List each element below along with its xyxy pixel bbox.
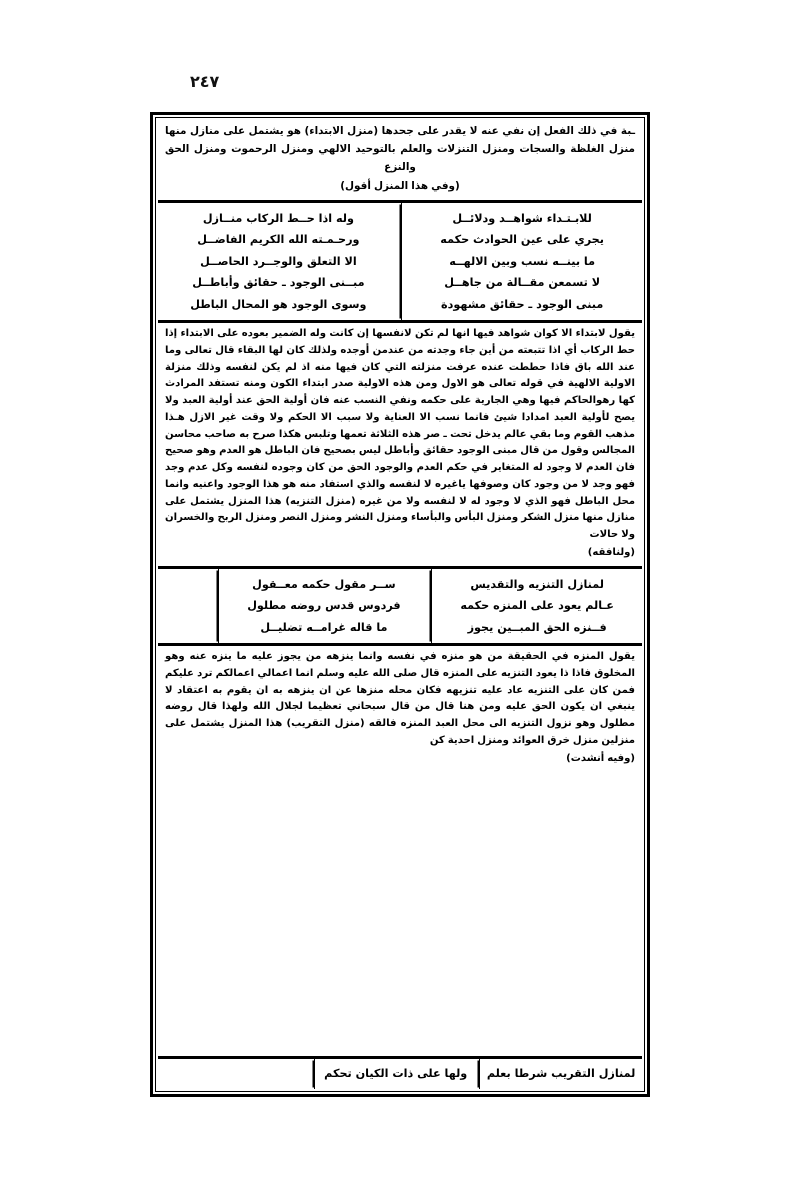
verse-table-two-left-column bbox=[218, 569, 429, 644]
prose-middle-body-two: هذا المنزل يشتمل على منازل منها منزل الشكر ومنزل البأس والبأساء ومنزل النشر ومنزل النصر ومنزل الربح والخسران ولا حالات bbox=[165, 495, 635, 541]
verse-line: ما قاله غرامــه تضليــل bbox=[260, 620, 388, 634]
prose-middle-section-marker: (منزل التنزيه) bbox=[285, 495, 356, 507]
verse-table-two bbox=[158, 568, 642, 645]
prose-bottom-body: يقول المنزه في الحقيقة من هو منزه في نفسه وانما ينزهه من يجوز عليه ما ينزه عنه وهو المخلوق فاذا ذا يعود التنزيه على المنزه قال صلى الله عليه وسلم انما اعمالي اعمالكم ترد عليكم فمن كان على التنزيه عاد عليه تنزيهه فكان محله منزها عن ان ينزهه به ان يقوم به اعتقاد لا ينبغي ان يكون الحق عليه ومن هنا قال من قال سبحاني تعظيما لجلال الله ولهذا قال روضه مطلول وهو نزول التنزيه الى محل العبد المنزه فالقه bbox=[165, 651, 635, 730]
verse-table-one bbox=[158, 202, 642, 322]
verse-table-one-left-column bbox=[158, 203, 399, 321]
prose-bottom-body-two: هذا المنزل يشتمل على منزلين منزل خرق العوائد ومنزل احدية كن bbox=[165, 718, 635, 746]
verse-line: فــنزه الحق المبــين يجوز bbox=[467, 620, 607, 634]
verse-line: لا تسمعن مقــالة من جاهــل bbox=[444, 276, 601, 290]
prose-block-top bbox=[158, 120, 642, 200]
verse-table-three bbox=[158, 1058, 642, 1090]
verse-line: لمنازل التقريب شرطا بعلم bbox=[486, 1066, 636, 1080]
verse-line: مبنى الوجود ـ حقائق مشهودة bbox=[440, 297, 604, 311]
prose-top-tail-marker: (وفي هذا المنزل أقول) bbox=[340, 179, 460, 192]
verse-line: فردوس قدس روضه مطلول bbox=[247, 599, 401, 613]
frame-inner-content bbox=[158, 120, 642, 1089]
verse-line: مبــنى الوجود ـ حقائق وأباطــل bbox=[192, 276, 365, 290]
page-text-frame bbox=[150, 112, 650, 1097]
verse-table-two-empty-cell bbox=[158, 569, 216, 644]
verse-table-three-right-cell bbox=[479, 1059, 642, 1090]
verse-line: ســر مقول حكمه معــقول bbox=[252, 577, 396, 591]
prose-middle-body: يقول لابتداء الا كوان شواهد فيها انها لم تكن لانفسها إن كانت وله الضمير بعوده على الابتداء إذا حط الركاب أي اذا تتبعته من أين جاء وجدته من عندمن أوجده ولذلك كان لها البقاء قال تعالى وما عند الله باق فاذا حططت عنده عرفت منزلته التي كان فيها منه اذ لم يكن لنفسه وذلك منزلة الاولية الالهية في قوله تعالى هو الاول ومن هذه الاولية صدر ابتداء الكون ومنه تستفد المرادث كها رهوالحاكم فيها وهي الجارية على حكمه ونفي النسب عنه فان أولية الحق عند أولية العبد ولا يصح لأولية العبد امدادا شيئ فانما نسب الا العناية ولا سبب الا الحكم ولا وقت غير الازل هـذا مذهب القوم وما بقي عالم يدخل تحت ـ صر هذه الثلاثة تعمها وتلبس هكذا صرح به صاحب محاسن المجالس وقول من قال مبنى الوجود حقائق وأباطل ليس بصحيح فان الباطل هو العدم وهو صحيح فان العدم لا وجود له المتغاير في حكم العدم والوجود الحق من كان وجوده لنفسه وكل عدم وجد فهو وجد لا من وجود كان وصوفها ياغيره لا لنفسه والذي استفاد منه هو هذا الوجود واعنيه وانما محل الباطل فهو الذي لا وجود له لا لنفسه ولا من غيره bbox=[165, 328, 635, 507]
verse-line: الا التعلق والوجــرد الحاصــل bbox=[200, 254, 357, 268]
verse-line: للابـتـداء شواهــد ودلائــل bbox=[452, 211, 592, 225]
verse-line: لمنازل التنزيه والتقديس bbox=[470, 577, 604, 591]
verse-line: يجري على عين الحوادث حكمه bbox=[440, 233, 604, 247]
verse-line: ما بينــه نسب وبين الالهــه bbox=[449, 254, 596, 268]
prose-block-bottom bbox=[158, 646, 642, 771]
verse-line: وله اذا حــط الركاب منــازل bbox=[202, 211, 354, 225]
prose-bottom-section-marker: (منزل التقريب) bbox=[286, 718, 365, 730]
frame-spacer bbox=[158, 771, 642, 1055]
verse-line: عـالم يعود على المنزه حكمه bbox=[460, 599, 614, 613]
prose-block-middle bbox=[158, 323, 642, 566]
verse-table-one-right-column bbox=[401, 203, 642, 321]
verse-line: ولها على ذات الكيان تحكم bbox=[324, 1066, 468, 1080]
page-folio-number: ٢٤٧ bbox=[190, 72, 220, 91]
verse-table-three-empty-cell bbox=[158, 1059, 311, 1090]
verse-line: وسوى الوجود هو المحال الباطل bbox=[190, 297, 367, 311]
prose-top-body: ـبة في ذلك الفعل إن نفي عنه لا يقدر على جحدها (منزل الابتداء) هو يشتمل على منازل منها منزل الغلظة والسجات ومنزل التنزلات والعلم بالتوحيد الالهي ومنزل الرحموت ومنزل الحق والنزع bbox=[165, 125, 635, 173]
prose-middle-tail-marker: (ولنافقه) bbox=[587, 546, 635, 558]
prose-bottom-tail-marker: (وفيه أنشدت) bbox=[566, 752, 635, 764]
verse-table-two-right-column bbox=[431, 569, 642, 644]
verse-table-three-left-cell bbox=[314, 1059, 477, 1090]
verse-line: ورحـمـته الله الكريم الفاضــل bbox=[197, 233, 360, 247]
